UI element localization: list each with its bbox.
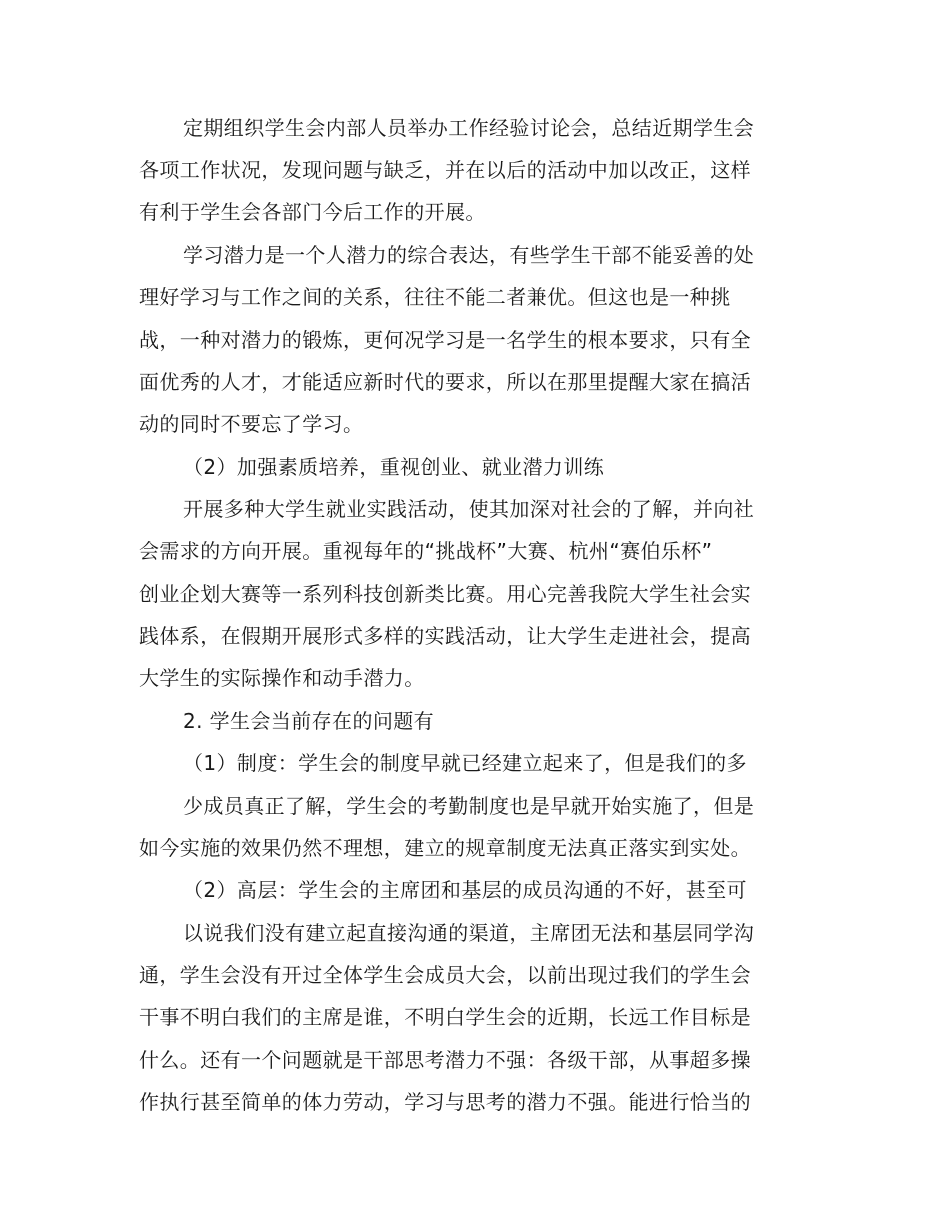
text-line-21: 通，学生会没有开过全体学生会成员大会，以前出现过我们的学生会 — [139, 963, 751, 987]
text-line-23: 什么。还有一个问题就是干部思考潜力不强：各级干部，从事超多操 — [139, 1048, 751, 1072]
text-line-22: 干事不明白我们的主席是谁，不明白学生会的近期，长远工作目标是 — [139, 1005, 751, 1029]
text-line-24: 作执行甚至简单的体力劳动，学习与思考的潜力不强。能进行恰当的 — [139, 1090, 751, 1114]
text-line-2: 各项工作状况，发现问题与缺乏，并在以后的活动中加以改正，这样 — [139, 158, 751, 182]
text-line-14: 大学生的实际操作和动手潜力。 — [139, 666, 425, 690]
text-line-15: 2. 学生会当前存在的问题有 — [183, 709, 435, 733]
text-line-10: 开展多种大学生就业实践活动，使其加深对社会的了解，并向社 — [183, 497, 755, 521]
text-line-19: （2）高层：学生会的主席团和基层的成员沟通的不好，甚至可 — [183, 878, 747, 902]
text-line-7: 面优秀的人才，才能适应新时代的要求，所以在那里提醒大家在搞活 — [139, 370, 751, 394]
text-line-5: 理好学习与工作之间的关系，往往不能二者兼优。但这也是一种挑 — [139, 285, 731, 309]
text-line-3: 有利于学生会各部门今后工作的开展。 — [139, 200, 486, 224]
text-line-13: 践体系，在假期开展形式多样的实践活动，让大学生走进社会，提高 — [139, 624, 751, 648]
text-line-20: 以说我们没有建立起直接沟通的渠道，主席团无法和基层同学沟 — [183, 921, 755, 945]
text-line-18: 如今实施的效果仍然不理想，建立的规章制度无法真正落实到实处。 — [139, 836, 751, 860]
text-line-4: 学习潜力是一个人潜力的综合表达，有些学生干部不能妥善的处 — [183, 243, 755, 267]
text-line-9: （2）加强素质培养，重视创业、就业潜力训练 — [183, 455, 605, 479]
text-line-6: 战，一种对潜力的锻炼，更何况学习是一名学生的根本要求，只有全 — [139, 328, 751, 352]
text-line-12: 创业企划大赛等一系列科技创新类比赛。用心完善我院大学生社会实 — [139, 582, 751, 606]
text-line-16: （1）制度：学生会的制度早就已经建立起来了，但是我们的多 — [183, 751, 747, 775]
text-line-1: 定期组织学生会内部人员举办工作经验讨论会，总结近期学生会 — [183, 116, 755, 140]
text-line-8: 动的同时不要忘了学习。 — [139, 412, 364, 436]
text-line-11: 会需求的方向开展。重视每年的“挑战杯”大赛、杭州“赛伯乐杯” — [139, 539, 713, 563]
text-line-17: 少成员真正了解，学生会的考勤制度也是早就开始实施了，但是 — [183, 794, 755, 818]
